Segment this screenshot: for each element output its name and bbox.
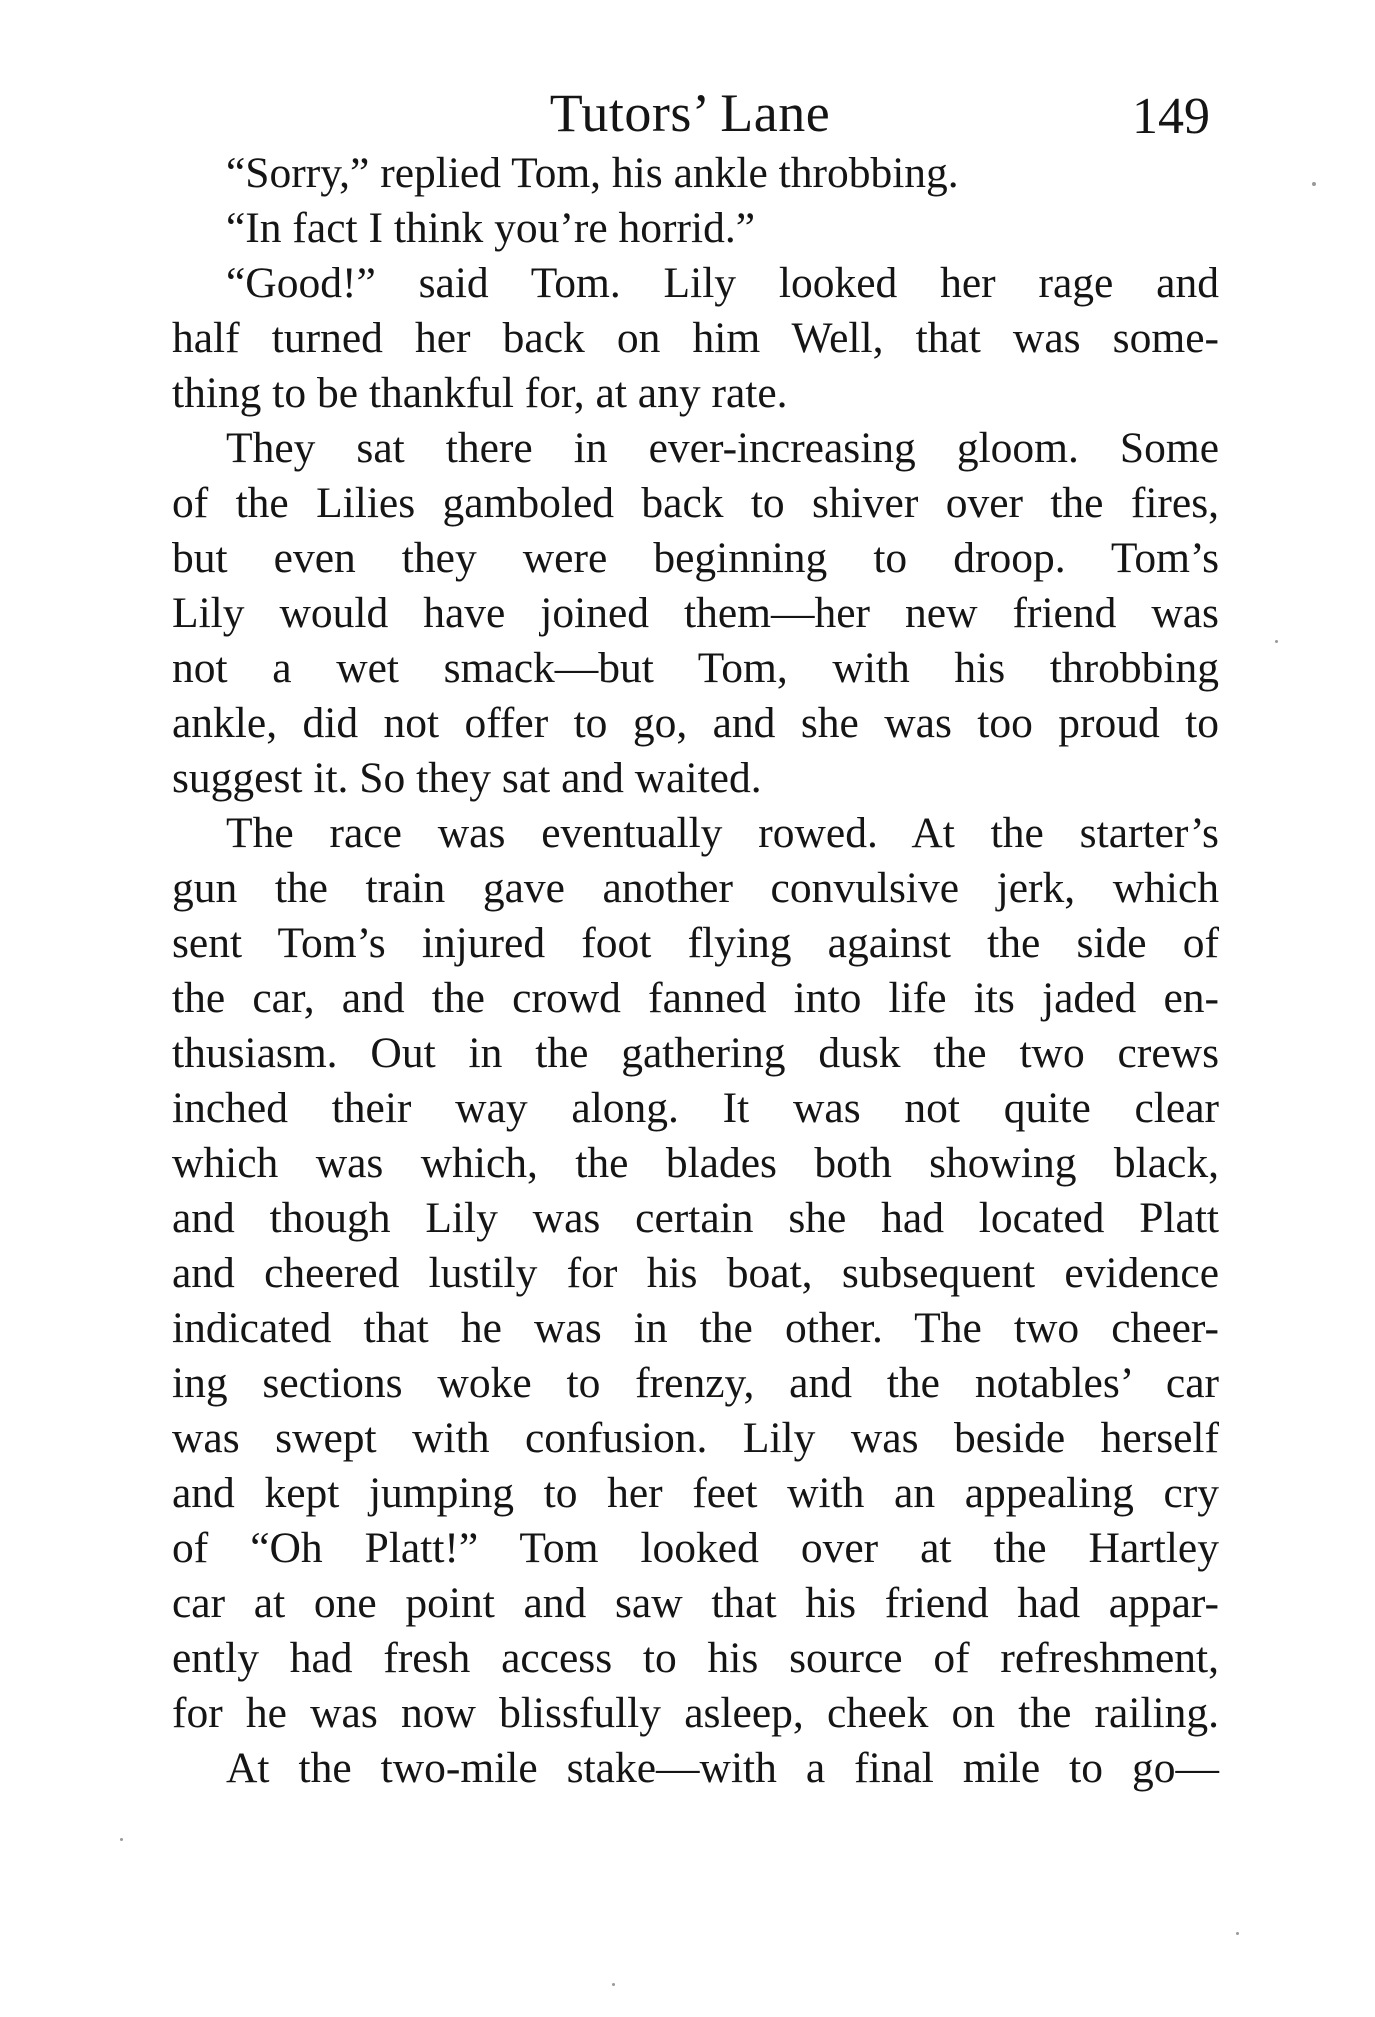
body-text [172,146,1219,1796]
text-line: and kept jumping to her feet with an appealing cry [172,1469,1219,1517]
text-line: ing sections woke to frenzy, and the notables’ car [172,1359,1219,1407]
text-line: for he was now blissfully asleep, cheek on the railing. [172,1689,1219,1737]
text-line: and cheered lustily for his boat, subsequent evidence [172,1249,1219,1297]
text-line: At the two-mile stake—with a final mile to go— [226,1744,1219,1792]
text-line: the car, and the crowd fanned into life its jaded en- [172,974,1219,1022]
text-line: of the Lilies gamboled back to shiver over the fires, [172,479,1219,527]
text-line: ankle, did not offer to go, and she was too proud to [172,699,1219,747]
text-line: indicated that he was in the other. The two cheer- [172,1304,1219,1352]
text-line: thing to be thankful for, at any rate. [172,369,788,417]
text-line: but even they were beginning to droop. Tom’s [172,534,1219,582]
text-line: sent Tom’s injured foot flying against the side of [172,919,1219,967]
text-line: Lily would have joined them—her new friend was [172,589,1219,637]
text-line: “In fact I think you’re horrid.” [226,204,756,252]
text-line: “Sorry,” replied Tom, his ankle throbbing. [226,149,959,197]
text-line: half turned her back on him Well, that was some- [172,314,1219,362]
text-line: The race was eventually rowed. At the starter’s [226,809,1219,857]
text-line: which was which, the blades both showing black, [172,1139,1219,1187]
text-line: was swept with confusion. Lily was beside herself [172,1414,1219,1462]
text-line: gun the train gave another convulsive jerk, which [172,864,1219,912]
text-line: “Good!” said Tom. Lily looked her rage and [226,259,1219,307]
text-line: car at one point and saw that his friend had appar- [172,1579,1219,1627]
text-line: suggest it. So they sat and waited. [172,754,762,802]
text-line: and though Lily was certain she had located Platt [172,1194,1219,1242]
text-line: of “Oh Platt!” Tom looked over at the Hartley [172,1524,1219,1572]
text-line: thusiasm. Out in the gathering dusk the two crews [172,1029,1219,1077]
running-title: Tutors’ Lane [549,83,831,143]
text-line: not a wet smack—but Tom, with his throbbing [172,644,1219,692]
text-line: They sat there in ever-increasing gloom. Some [226,424,1219,472]
running-head [170,78,1210,148]
text-line: inched their way along. It was not quite clear [172,1084,1219,1132]
page-number: 149 [1132,88,1210,145]
text-line: ently had fresh access to his source of refreshment, [172,1634,1219,1682]
